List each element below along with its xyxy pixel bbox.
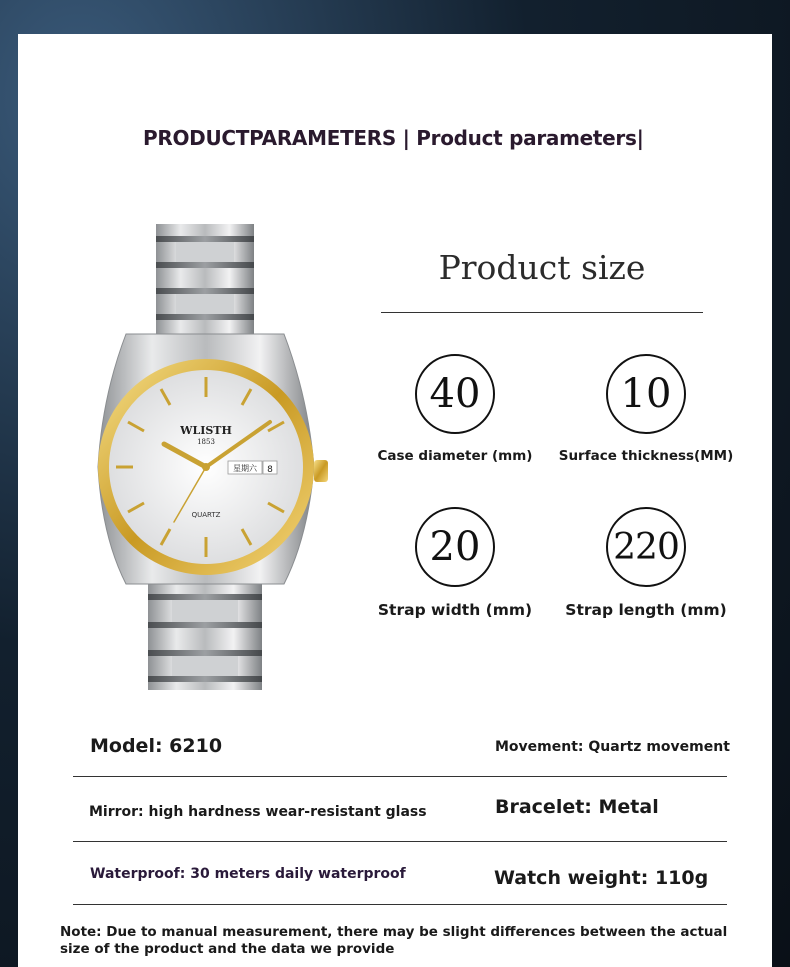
measurement-note: Note: Due to manual measurement, there may be slight differences between the actual size of the product and the data we provide: [60, 924, 728, 957]
spec-label: Strap length (mm): [565, 601, 727, 619]
param-divider: [73, 841, 727, 842]
param-mirror: Mirror: high hardness wear-resistant glass: [89, 804, 427, 820]
watch-date-text: 8: [267, 465, 273, 475]
spec-label: Surface thickness(MM): [558, 448, 734, 464]
spec-case-diameter: [360, 354, 550, 464]
param-divider: [73, 776, 727, 777]
spec-value-circle: 10: [606, 354, 686, 434]
param-movement: Movement: Quartz movement: [495, 739, 730, 755]
spec-value-circle: 20: [415, 507, 495, 587]
watch-brand-text: WLISTH: [180, 424, 232, 437]
param-waterproof: Waterproof: 30 meters daily waterproof: [90, 866, 406, 882]
spec-strap-length: [551, 507, 741, 619]
param-weight: Watch weight: 110g: [494, 867, 709, 889]
watch-day-text: 星期六: [233, 464, 257, 473]
spec-strap-width: [360, 507, 550, 619]
watch-quartz-text: QUARTZ: [191, 511, 221, 519]
spec-value-circle: 40: [415, 354, 495, 434]
product-size-title: Product size: [438, 248, 646, 287]
param-bracelet: Bracelet: Metal: [495, 796, 659, 818]
param-divider: [73, 904, 727, 905]
spec-label: Case diameter (mm): [377, 448, 533, 464]
watch-image: [78, 222, 333, 692]
watch-year-text: 1853: [197, 438, 215, 446]
spec-value-circle: 220: [606, 507, 686, 587]
param-model: Model: 6210: [90, 735, 223, 757]
spec-surface-thickness: [551, 354, 741, 464]
spec-label: Strap width (mm): [377, 601, 533, 619]
page-heading: PRODUCTPARAMETERS | Product parameters|: [143, 126, 644, 150]
product-card: [18, 34, 772, 967]
product-size-divider: [381, 312, 703, 313]
